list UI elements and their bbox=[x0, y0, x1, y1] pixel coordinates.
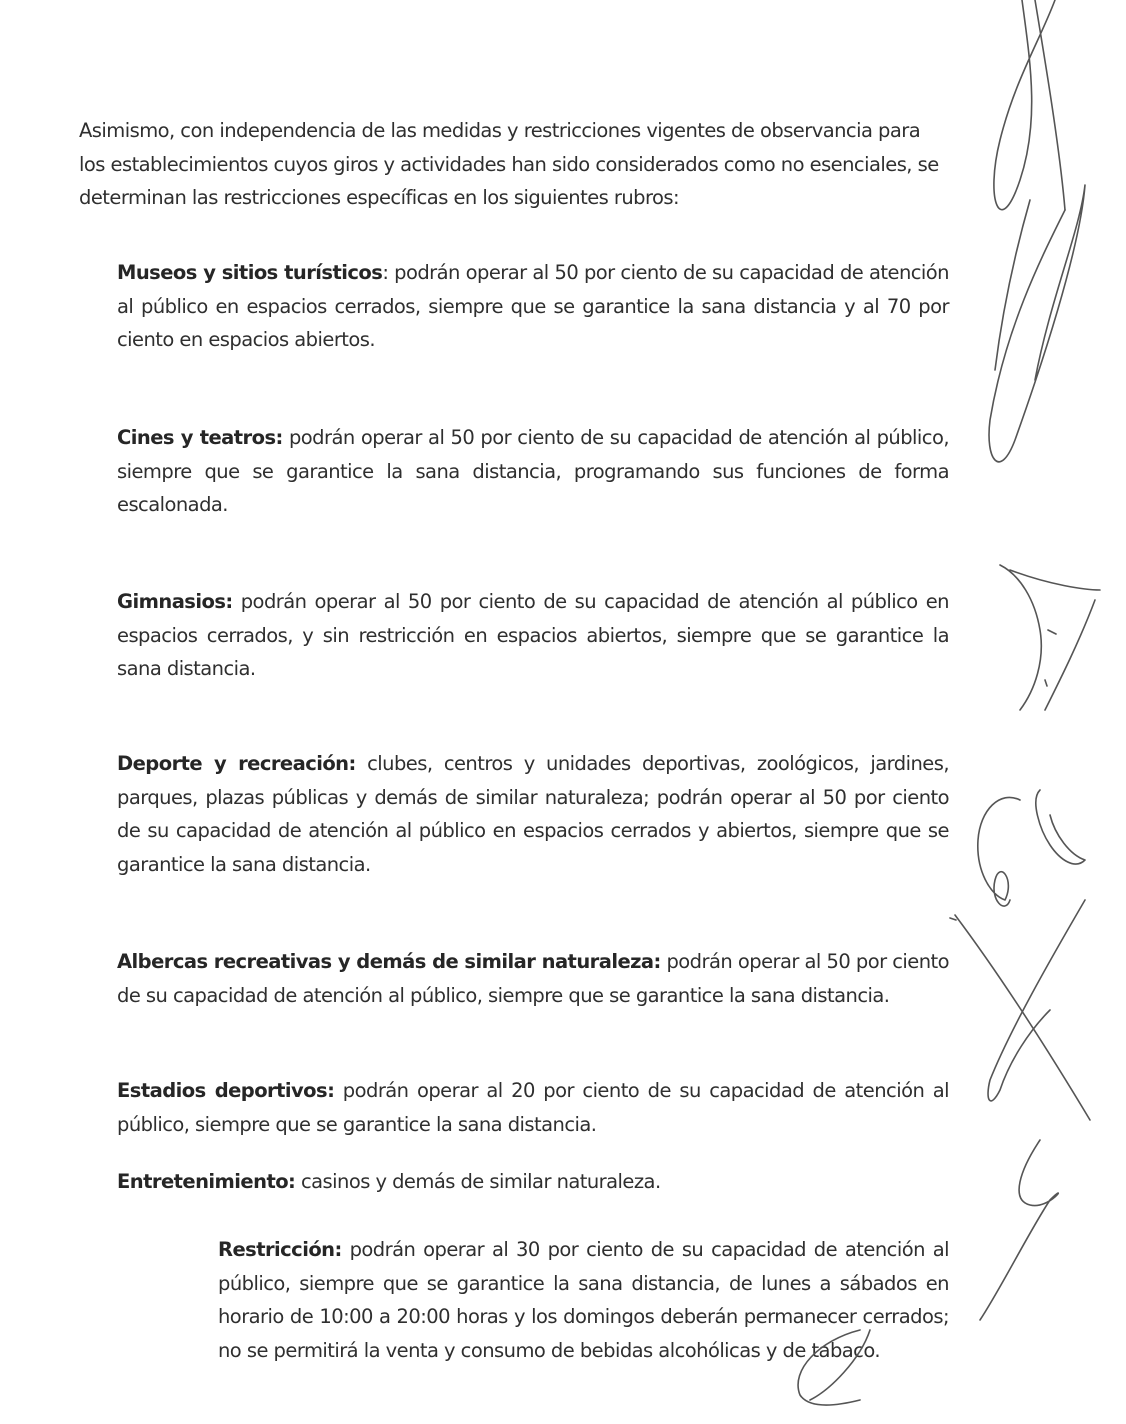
signature-3 bbox=[1000, 565, 1100, 710]
item-text: podrán operar al 50 por ciento de su capacidad de atención al público en espacios cerrados, siempre que se garantice la sana distancia y al 70 por ciento en espacios abiertos. bbox=[117, 261, 949, 351]
item-cines bbox=[117, 421, 949, 522]
item-museos bbox=[117, 256, 949, 357]
sub-item-restriccion bbox=[218, 1233, 949, 1367]
signature-2 bbox=[989, 185, 1085, 462]
item-text: podrán operar al 50 por ciento de su capacidad de atención al público en espacios cerrados, y sin restricción en espacios abiertos, siempre que se garantice la sana distancia. bbox=[117, 590, 949, 680]
sub-item-text: podrán operar al 30 por ciento de su capacidad de atención al público, siempre que se garantice la sana distancia, de lunes a sábados en horario de 10:00 a 20:00 horas y los domingos deberán permanecer cerrados; no se permitirá la venta y consumo de bebidas alcohólicas y de tabaco. bbox=[218, 1238, 949, 1362]
signature-5 bbox=[950, 900, 1090, 1120]
item-title: Cines y teatros: bbox=[117, 426, 283, 449]
item-title: Gimnasios: bbox=[117, 590, 233, 613]
item-text: podrán operar al 50 por ciento de su capacidad de atención al público, siempre que se garantice la sana distancia. bbox=[117, 950, 949, 1007]
item-estadios bbox=[117, 1074, 949, 1141]
item-text: clubes, centros y unidades deportivas, zoológicos, jardines, parques, plazas públicas y demás de similar naturaleza; podrán operar al 50 por ciento de su capacidad de atención al público en espacios cerrados y abiertos, siempre que se garantice la sana distancia. bbox=[117, 752, 949, 876]
item-deporte bbox=[117, 747, 949, 881]
item-title: Museos y sitios turísticos bbox=[117, 261, 383, 284]
sub-item-title: Restricción: bbox=[218, 1238, 342, 1261]
item-title: Entretenimiento: bbox=[117, 1170, 296, 1193]
item-title: Albercas recreativas y demás de similar naturaleza: bbox=[117, 950, 661, 973]
signature-4 bbox=[978, 790, 1085, 906]
item-text: casinos y demás de similar naturaleza. bbox=[295, 1170, 661, 1193]
signature-1 bbox=[994, 0, 1065, 210]
item-title: Deporte y recreación: bbox=[117, 752, 356, 775]
item-text: podrán operar al 50 por ciento de su capacidad de atención al público, siempre que se garantice la sana distancia, programando sus funciones de forma escalonada. bbox=[117, 426, 949, 516]
item-title: Estadios deportivos: bbox=[117, 1079, 335, 1102]
item-albercas bbox=[117, 945, 949, 1012]
item-text: podrán operar al 20 por ciento de su capacidad de atención al público, siempre que se garantice la sana distancia. bbox=[117, 1079, 949, 1136]
item-gimnasios bbox=[117, 585, 949, 686]
item-entretenimiento bbox=[117, 1165, 949, 1199]
intro-paragraph: Asimismo, con independencia de las medidas y restricciones vigentes de observancia para los establecimientos cuyos giros y actividades han sido considerados como no esenciales, se determinan las restricciones específicas en los siguientes rubros: bbox=[79, 119, 939, 209]
item-separator: : bbox=[382, 261, 389, 284]
